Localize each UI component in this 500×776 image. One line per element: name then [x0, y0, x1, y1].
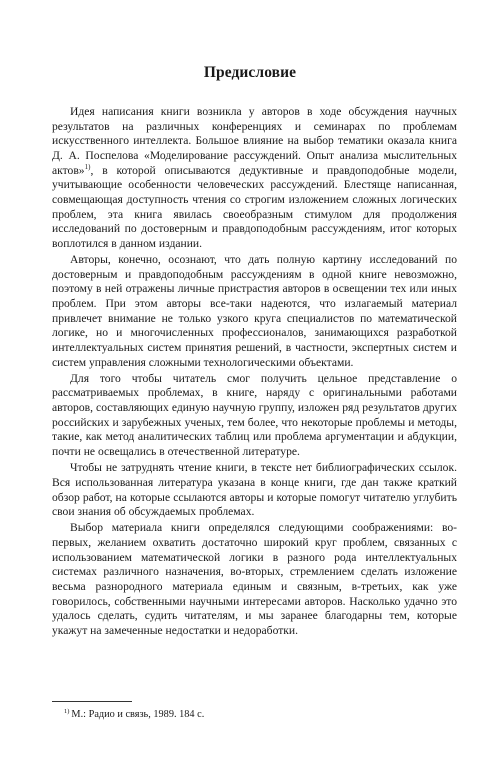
paragraph-1-text-after-note: , в которой описываются дедуктивные и правдоподобные модели, учитывающие особенности человеческих рассуждений. Блестяще написанная, совмещающая доступность чтения со строгим изложением сложных логических проблем, эта книга явилась своеобразным стимулом для продолжения исследований по достоверным и правдоподобным рассуждениям, итог которых воплотился в данном издании.	[52, 163, 457, 250]
page-title: Предисловие	[203, 64, 297, 81]
footnote-text: М.: Радио и связь, 1989. 184 с.	[71, 709, 205, 720]
body-text	[52, 105, 457, 640]
footnote-divider	[52, 701, 132, 702]
paragraph-2: Авторы, конечно, осознают, что дать полную картину исследований по достоверным и правдоподобным рассуждениям в одной книге невозможно, поэтому в ней отражены личные пристрастия авторов в освещении тех или иных проблем. При этом авторы все-таки надеются, что излагаемый материал привлечет внимание не только узкого круга специалистов по математической логике, но и многочисленных профессионалов, занимающихся разработкой интеллектуальных систем принятия решений, в частности, экспертных систем и систем управления сложными технологическими объектами.	[52, 253, 457, 369]
footnote-mark: 1)	[64, 707, 70, 715]
paragraph-5: Выбор материала книги определялся следующими соображениями: во-первых, желанием охватить достаточно широкий круг проблем, связанных с использованием математической логики в разного рода интеллектуальных системах различного назначения, во-вторых, стремлением сделать изложение весьма разнородного материала единым и связным, в-третьих, как уже говорилось, собственными научными интересами авторов. Насколько удачно это удалось сделать, судить читателям, и мы заранее благодарны тем, которые укажут на замеченные недостатки и недоработки.	[52, 521, 457, 637]
paragraph-1	[52, 105, 457, 252]
footnote-reference: 1)	[84, 162, 91, 171]
paragraph-1-text-before-note: Идея написания книги возникла у авторов в ходе обсуждения научных результатов на различных конференциях и семинарах по проблемам искусственного интеллекта. Большое влияние на выбор тематики оказала книга Д. А. Поспелова «Моделирование рассуждений. Опыт анализа мыслительных актов»	[52, 105, 457, 177]
paragraph-4: Чтобы не затруднять чтение книги, в тексте нет библиографических ссылок. Вся использованная литература указана в конце книги, где дан также краткий обзор работ, на которые ссылаются авторы и которые помогут читателю углубить свои знания об обсуждаемых проблемах.	[52, 461, 457, 519]
footnote	[52, 708, 457, 721]
paragraph-3: Для того чтобы читатель смог получить цельное представление о рассматриваемых проблемах, в книге, наряду с оригинальными работами авторов, составляющих единую научную группу, изложен ряд результатов других российских и зарубежных ученых, тем более, что некоторые проблемы и методы, такие, как метод аналитических таблиц или проблема аргументации и абдукции, почти не освещались в отечественной литературе.	[52, 371, 457, 459]
